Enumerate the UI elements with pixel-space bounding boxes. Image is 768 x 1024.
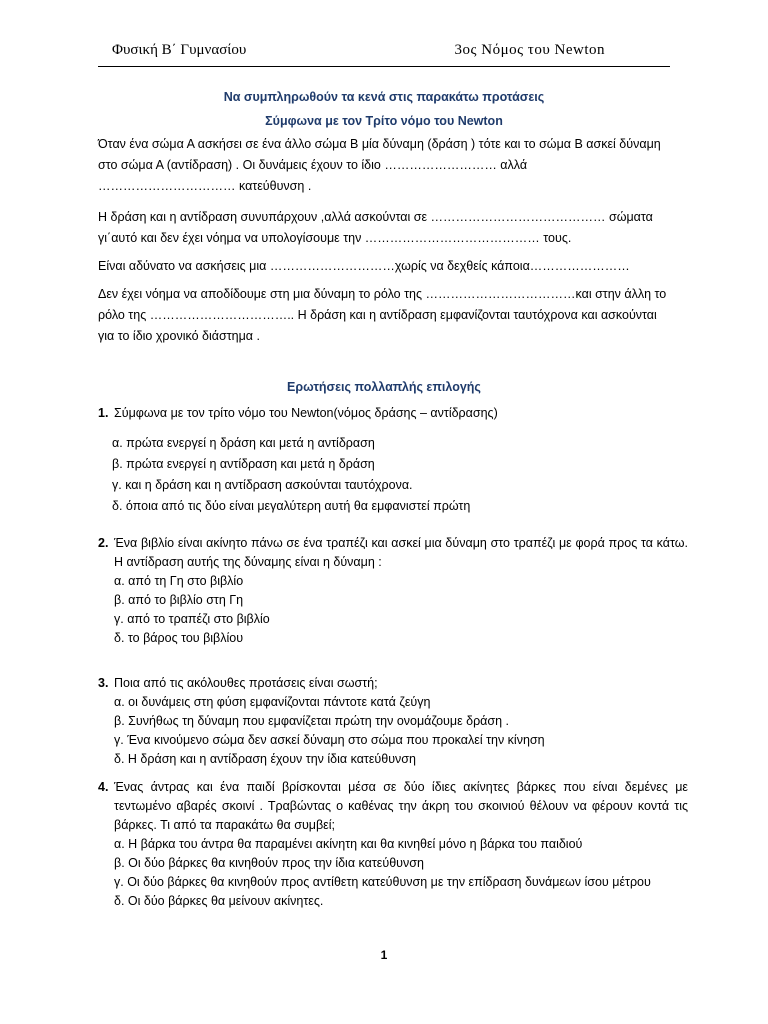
question-number: 2. [98,536,109,550]
question-2 [98,534,688,648]
option-c: γ. Ένα κινούμενο σώμα δεν ασκεί δύναμη στο σώμα που προκαλεί την κίνηση [114,733,545,747]
question-3 [98,674,688,769]
fill-section-subtitle: Σύμφωνα με τον Τρίτο νόμο του Newton [265,114,503,128]
question-number: 1. [98,406,109,420]
option-d: δ. το βάρος του βιβλίου [114,631,244,645]
question-text: Ποια από τις ακόλουθες προτάσεις είναι σωστή; [114,676,378,690]
question-4 [98,778,688,911]
fill-section-title: Να συμπληρωθούν τα κενά στις παρακάτω προτάσεις [223,90,545,104]
question-stem [98,778,688,835]
option-c: γ. και η δράση και η αντίδραση ασκούνται ταυτόχρονα. [112,478,413,492]
question-stem [98,674,688,693]
question-1 [98,404,688,517]
fill-paragraph-1: Όταν ένα σώμα Α ασκήσει σε ένα άλλο σώμα Β μία δύναμη (δράση ) τότε και το σώμα Β ασκεί δύναμη στο σώμα Α (αντίδραση) . Οι δυνάμεις έχουν το ίδιο ……………………… αλλά …………………………… κατεύθυνση . [98,137,661,193]
option-c: γ. από το τραπέζι στο βιβλίο [114,612,270,626]
question-stem [98,534,688,572]
header-topic: 3ος Νόμος του Newton [454,42,605,58]
option-a: α. οι δυνάμεις στη φύση εμφανίζονται πάντοτε κατά ζεύγη [114,695,431,709]
option-a: α. Η βάρκα του άντρα θα παραμένει ακίνητη και θα κινηθεί μόνο η βάρκα του παιδιού [114,837,583,851]
page-header [98,28,670,67]
option-d: δ. όποια από τις δύο είναι μεγαλύτερη αυτή θα εμφανιστεί πρώτη [112,499,471,513]
question-number: 3. [98,676,109,690]
question-text: Σύμφωνα με τον τρίτο νόμο του Newton(νόμος δράσης – αντίδρασης) [114,406,498,420]
option-d: δ. Οι δύο βάρκες θα μείνουν ακίνητες. [114,894,324,908]
question-number: 4. [98,780,109,794]
fill-paragraph-3: Είναι αδύνατο να ασκήσεις μια …………………………χωρίς να δεχθείς κάποια…………………… [98,259,630,273]
question-stem [98,404,688,423]
option-b: β. Συνήθως τη δύναμη που εμφανίζεται πρώτη την ονομάζουμε δράση . [114,714,510,728]
option-a: α. από τη Γη στο βιβλίο [114,574,244,588]
fill-paragraph-2: Η δράση και η αντίδραση συνυπάρχουν ,αλλά ασκούνται σε …………………………………… σώματα γι΄αυτό και δεν έχει νόημα να υπολογίσουμε την …………………………………… τους. [98,210,653,245]
header-subject: Φυσική Β΄ Γυμνασίου [112,42,247,58]
option-b: β. Οι δύο βάρκες θα κινηθούν προς την ίδια κατεύθυνση [114,856,424,870]
question-text: Ένας άντρας και ένα παιδί βρίσκονται μέσα σε δύο ίδιες ακίνητες βάρκες που είναι δεμένες με τεντωμένο αβαρές σκοινί . Τραβώντας ο καθένας την άκρη του σκοινιού θέλουν να φέρουν κοντά τις βάρκες. Τι από τα παρακάτω θα συμβεί; [114,780,688,832]
option-b: β. πρώτα ενεργεί η αντίδραση και μετά η δράση [112,457,375,471]
question-text: Ένα βιβλίο είναι ακίνητο πάνω σε ένα τραπέζι και ασκεί μια δύναμη στο τραπέζι με φορά προς τα κάτω. Η αντίδραση αυτής της δύναμης είναι η δύναμη : [114,536,688,569]
fill-paragraph-4: Δεν έχει νόημα να αποδίδουμε στη μια δύναμη το ρόλο της ………………………………και στην άλλη το ρόλο της …………………………….. Η δράση και η αντίδραση εμφανίζονται ταυτόχρονα και ασκούνται για το ίδιο χρονικό διάστημα . [98,287,667,343]
page-number: 1 [380,948,388,962]
mc-section-title: Ερωτήσεις πολλαπλής επιλογής [287,380,481,394]
option-b: β. από το βιβλίο στη Γη [114,593,244,607]
option-a: α. πρώτα ενεργεί η δράση και μετά η αντίδραση [112,436,375,450]
option-d: δ. Η δράση και η αντίδραση έχουν την ίδια κατεύθυνση [114,752,416,766]
option-c: γ. Οι δύο βάρκες θα κινηθούν προς αντίθετη κατεύθυνση με την επίδραση δυνάμεων ίσου μέτρου [114,875,651,889]
